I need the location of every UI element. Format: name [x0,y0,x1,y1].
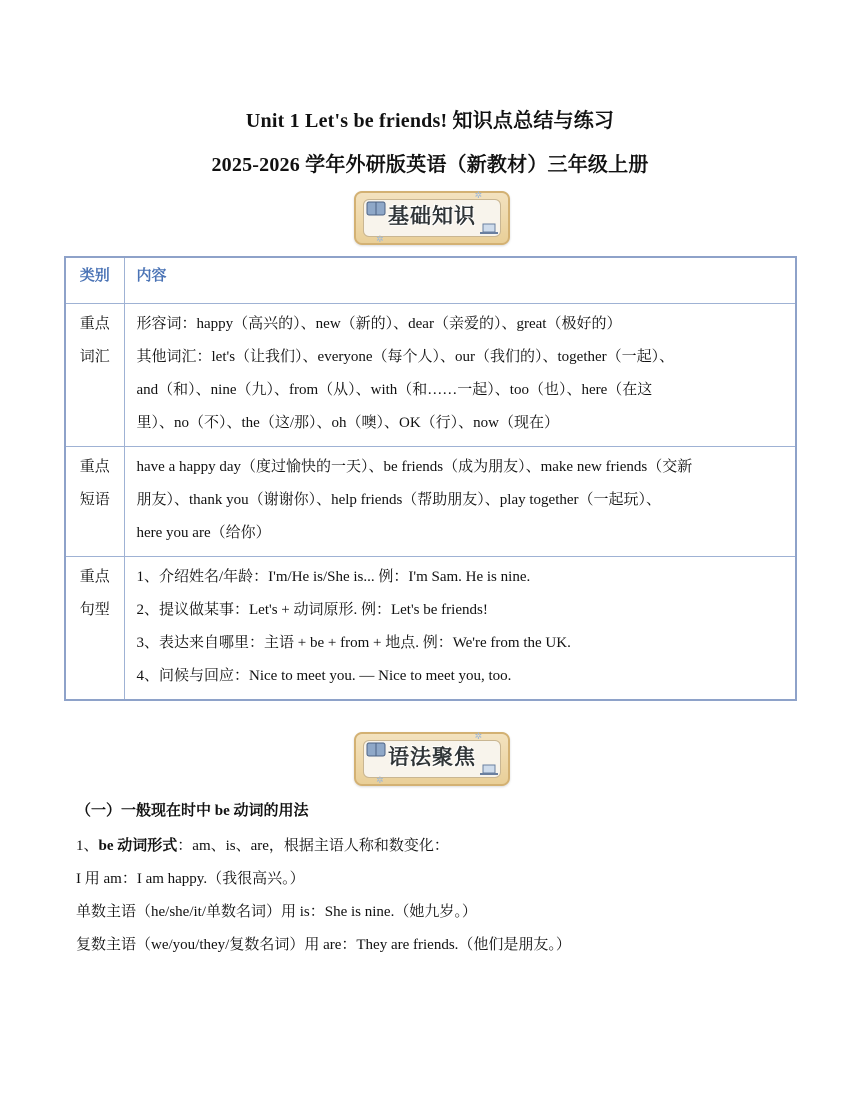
document-subtitle: 2025-2026 学年外研版英语（新教材）三年级上册 [211,154,649,176]
content-line: 里）、no（不）、the（这/那）、oh（噢）、OK（行）、now（现在） [136,414,559,431]
point-title: be 动词形式 [98,838,178,854]
content-line: 1、介绍姓名/年龄：I'm/He is/She is... 例：I'm Sam. He is nine. [136,568,531,585]
grammar-focus-banner [354,732,510,786]
laptop-icon [480,764,498,776]
category-text: 句型 [79,601,110,618]
knowledge-table [64,256,797,701]
sparkle-icon: ✲ [474,732,482,742]
row-content [124,303,796,446]
content-line: and（和）、nine（九）、from（从）、with（和……一起）、too（也）、here（在这 [136,381,653,398]
table-header-row [65,257,796,303]
row-category [65,446,124,556]
banner-title: 基础知识 [388,204,476,228]
content-line: here you are（给你） [136,524,271,541]
table-row [65,446,796,556]
grammar-heading: （一）一般现在时中 be 动词的用法 [76,803,309,819]
content-line: 形容词：happy（高兴的）、new（新的）、dear（亲爱的）、great（极好的） [136,315,622,332]
content-line: 3、表达来自哪里：主语 + be + from + 地点. 例：We're from the UK. [136,634,571,651]
table-row [65,556,796,700]
row-content [124,446,796,556]
sparkle-icon: ✲ [376,235,384,245]
row-content [124,556,796,700]
content-line: 2、提议做某事：Let's + 动词原形. 例：Let's be friends! [136,601,488,618]
grammar-example: I 用 am：I am happy.（我很高兴。） [76,871,305,887]
content-line: 4、问候与回应：Nice to meet you. — Nice to meet you, too. [136,667,512,684]
basic-knowledge-banner [354,191,510,245]
content-line: have a happy day（度过愉快的一天）、be friends（成为朋友）、make new friends（交新 [136,458,693,475]
category-text: 重点 [79,458,110,475]
table-row [65,303,796,446]
laptop-icon [480,223,498,235]
header-category: 类别 [65,257,124,303]
content-line: 朋友）、thank you（谢谢你）、help friends（帮助朋友）、play together（一起玩）、 [136,491,662,508]
category-text: 重点 [79,568,110,585]
row-category [65,303,124,446]
content-line: 其他词汇：let's（让我们）、everyone（每个人）、our（我们的）、together（一起）、 [136,348,675,365]
grammar-point [76,834,449,855]
category-text: 短语 [79,491,110,508]
grammar-example: 复数主语（we/you/they/复数名词）用 are：They are friends.（他们是朋友。） [76,937,571,953]
point-number: 1、 [76,838,99,854]
point-text: ：am、is、are，根据主语人称和数变化： [177,838,449,854]
category-text: 词汇 [79,348,110,365]
category-text: 重点 [79,315,110,332]
document-title: Unit 1 Let's be friends! 知识点总结与练习 [245,110,615,132]
row-category [65,556,124,700]
banner-title: 语法聚焦 [388,745,476,769]
grammar-example: 单数主语（he/she/it/单数名词）用 is：She is nine.（她九岁。） [76,904,477,920]
sparkle-icon: ✲ [376,776,384,786]
sparkle-icon: ✲ [474,191,482,201]
header-content: 内容 [124,257,796,303]
